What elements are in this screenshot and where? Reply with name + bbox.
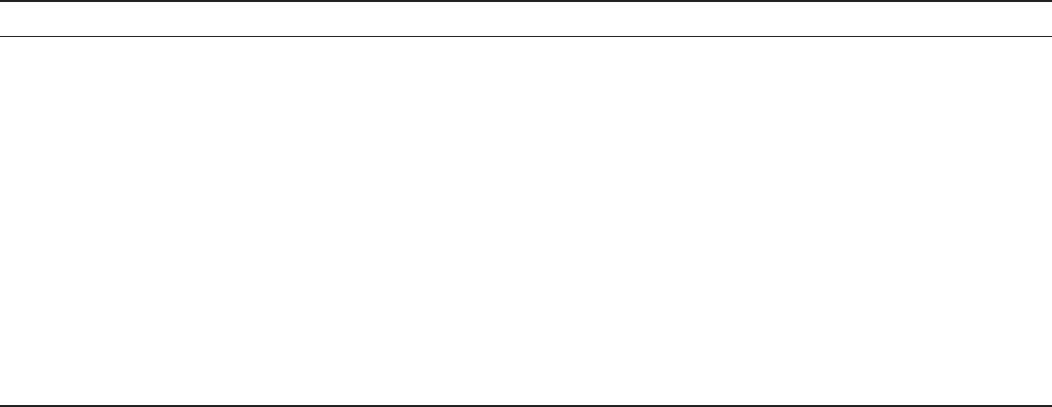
incidence-header-row (0, 313, 1052, 333)
header-rule (0, 36, 1052, 37)
incidence-header-row-2 (0, 331, 1052, 351)
top-rule (0, 0, 1052, 2)
header-row (0, 9, 1052, 29)
components-row (0, 45, 1052, 65)
